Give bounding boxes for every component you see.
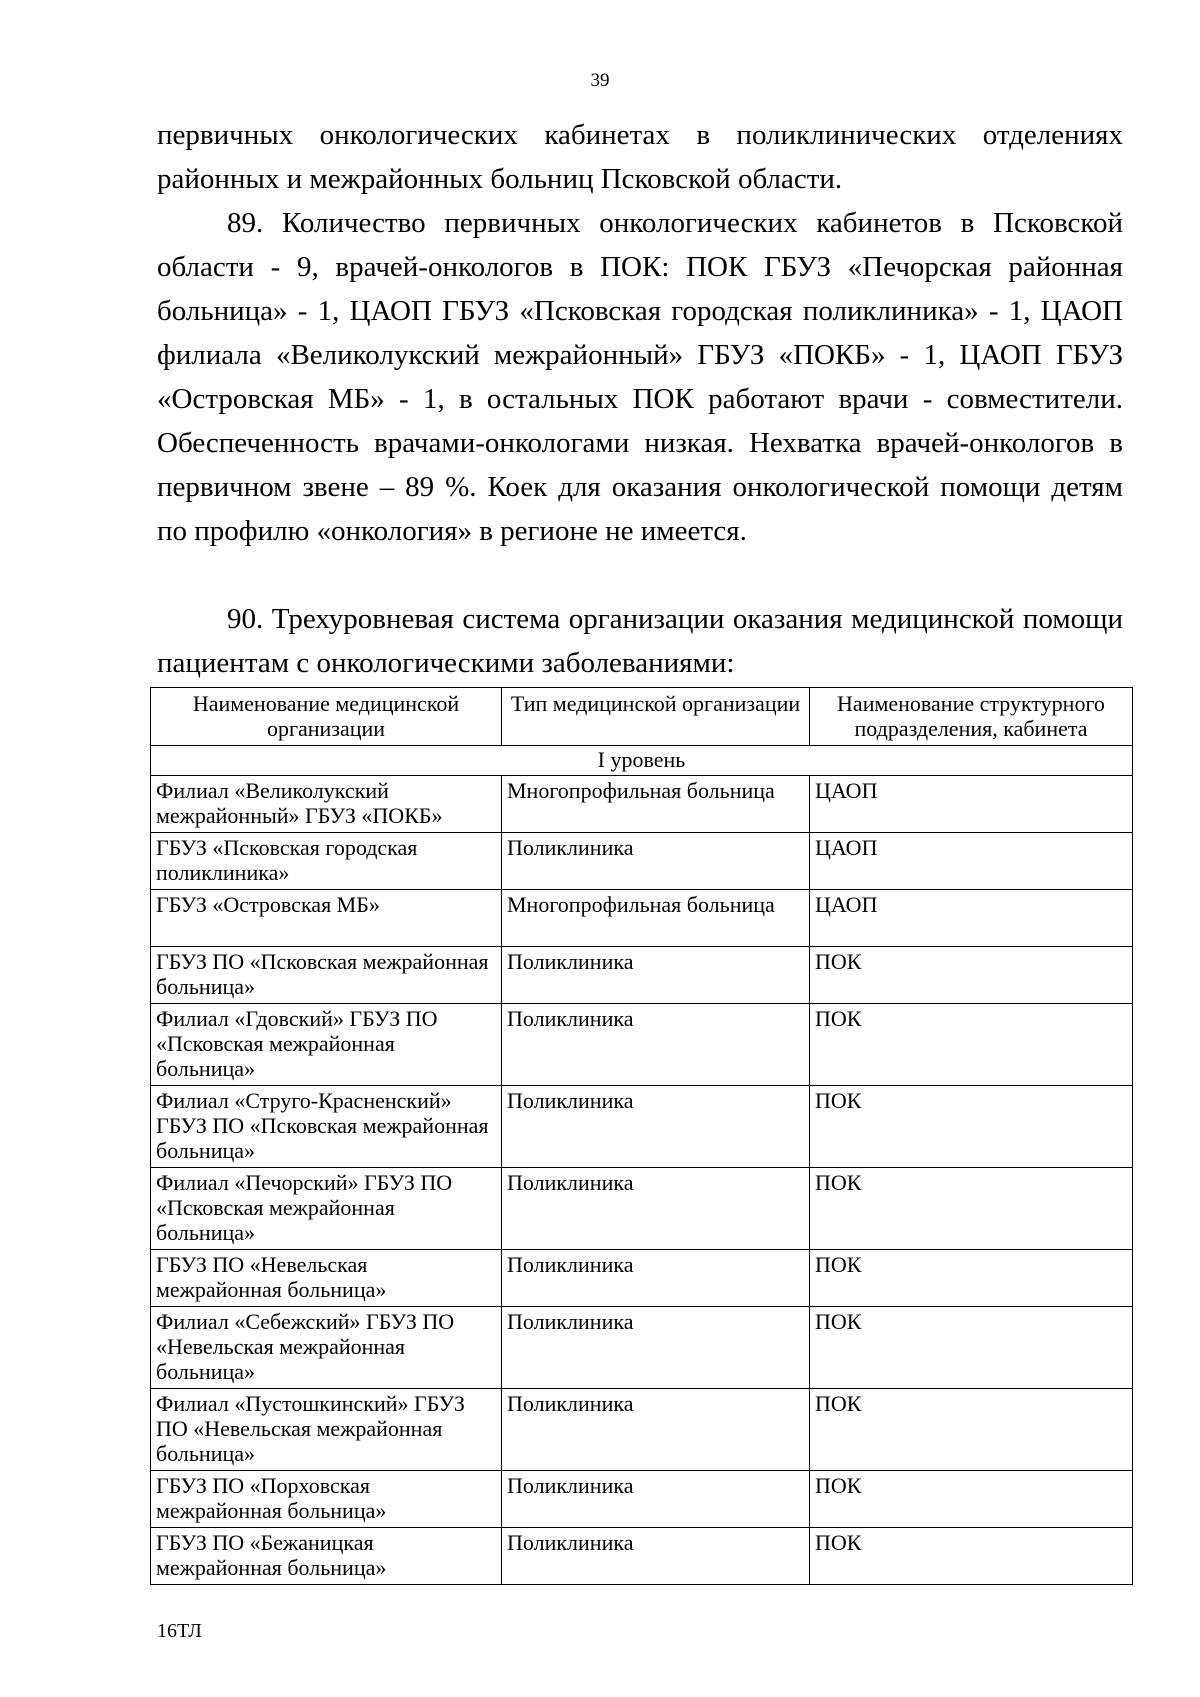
cell-organization-type: Поликлиника: [502, 1168, 810, 1250]
cell-subdivision: ПОК: [810, 1528, 1133, 1585]
table-row: [151, 1307, 1133, 1389]
cell-subdivision: ПОК: [810, 1471, 1133, 1528]
table-row: [151, 890, 1133, 947]
cell-organization-name: Филиал «Великолукский межрайонный» ГБУЗ «ПОКБ»: [151, 776, 502, 833]
cell-organization-name: Филиал «Пустошкинский» ГБУЗ ПО «Невельская межрайонная больница»: [151, 1389, 502, 1471]
level-label: I уровень: [151, 746, 1133, 776]
cell-organization-type: Многопрофильная больница: [502, 890, 810, 947]
cell-subdivision: ПОК: [810, 1086, 1133, 1168]
table-row: [151, 1528, 1133, 1585]
cell-subdivision: ПОК: [810, 1168, 1133, 1250]
cell-organization-type: Поликлиника: [502, 947, 810, 1004]
cell-subdivision: ЦАОП: [810, 890, 1133, 947]
table-row: [151, 833, 1133, 890]
cell-subdivision: ПОК: [810, 1307, 1133, 1389]
header-organization-name: Наименование медицинской организации: [151, 688, 502, 746]
paragraph-text: 89. Количество первичных онкологических кабинетов в Псковской области - 9, врачей-онкологов в ПОК: ПОК ГБУЗ «Печорская районная больница» - 1, ЦАОП ГБУЗ «Псковская городская поликлиника» - 1, ЦАОП филиала «Великолукский межрайонный» ГБУЗ «ПОКБ» - 1, ЦАОП ГБУЗ «Островская МБ» - 1, в остальных ПОК работают врачи - совместители. Обеспеченность врачами-онкологами низкая. Нехватка врачей-онкологов в первичном звене – 89 %. Коек для оказания онкологической помощи детям по профилю «онкология» в регионе не имеется.: [157, 207, 1123, 547]
cell-subdivision: ПОК: [810, 1004, 1133, 1086]
cell-organization-type: Поликлиника: [502, 1528, 810, 1585]
header-subdivision-name: Наименование структурного подразделения, кабинета: [810, 688, 1133, 746]
organizations-table: [150, 687, 1133, 1585]
cell-subdivision: ЦАОП: [810, 833, 1133, 890]
footer-code: 16ТЛ: [157, 1620, 202, 1642]
table-row: [151, 776, 1133, 833]
cell-organization-name: Филиал «Печорский» ГБУЗ ПО «Псковская межрайонная больница»: [151, 1168, 502, 1250]
cell-organization-type: Поликлиника: [502, 1086, 810, 1168]
paragraph-89: [157, 201, 1123, 553]
cell-organization-type: Поликлиника: [502, 1471, 810, 1528]
table-row: [151, 1004, 1133, 1086]
cell-organization-type: Многопрофильная больница: [502, 776, 810, 833]
cell-organization-name: ГБУЗ ПО «Порховская межрайонная больница»: [151, 1471, 502, 1528]
table-level-row: [151, 746, 1133, 776]
cell-organization-name: ГБУЗ «Островская МБ»: [151, 890, 502, 947]
table-header-row: [151, 688, 1133, 746]
header-organization-type: Тип медицинской организации: [502, 688, 810, 746]
table-row: [151, 1389, 1133, 1471]
table-row: [151, 1250, 1133, 1307]
paragraph-text: 90. Трехуровневая система организации оказания медицинской помощи пациентам с онкологическими заболеваниями:: [157, 603, 1123, 679]
paragraph-text: первичных онкологических кабинетах в поликлинических отделениях районных и межрайонных больниц Псковской области.: [157, 119, 1123, 195]
cell-organization-name: ГБУЗ ПО «Псковская межрайонная больница»: [151, 947, 502, 1004]
cell-organization-type: Поликлиника: [502, 833, 810, 890]
table-row: [151, 1086, 1133, 1168]
cell-organization-name: ГБУЗ ПО «Бежаницкая межрайонная больница»: [151, 1528, 502, 1585]
cell-organization-name: Филиал «Гдовский» ГБУЗ ПО «Псковская межрайонная больница»: [151, 1004, 502, 1086]
cell-subdivision: ПОК: [810, 1389, 1133, 1471]
cell-organization-type: Поликлиника: [502, 1004, 810, 1086]
cell-organization-type: Поликлиника: [502, 1307, 810, 1389]
cell-subdivision: ЦАОП: [810, 776, 1133, 833]
table-row: [151, 1471, 1133, 1528]
table-row: [151, 947, 1133, 1004]
paragraph-90: [157, 597, 1123, 685]
cell-organization-name: Филиал «Себежский» ГБУЗ ПО «Невельская межрайонная больница»: [151, 1307, 502, 1389]
cell-organization-name: ГБУЗ ПО «Невельская межрайонная больница»: [151, 1250, 502, 1307]
cell-organization-name: Филиал «Струго-Красненский» ГБУЗ ПО «Псковская межрайонная больница»: [151, 1086, 502, 1168]
cell-organization-type: Поликлиника: [502, 1389, 810, 1471]
table-row: [151, 1168, 1133, 1250]
paragraph-continuation: [157, 113, 1123, 201]
cell-subdivision: ПОК: [810, 947, 1133, 1004]
cell-organization-name: ГБУЗ «Псковская городская поликлиника»: [151, 833, 502, 890]
cell-organization-type: Поликлиника: [502, 1250, 810, 1307]
page-number: 39: [590, 70, 610, 91]
cell-subdivision: ПОК: [810, 1250, 1133, 1307]
